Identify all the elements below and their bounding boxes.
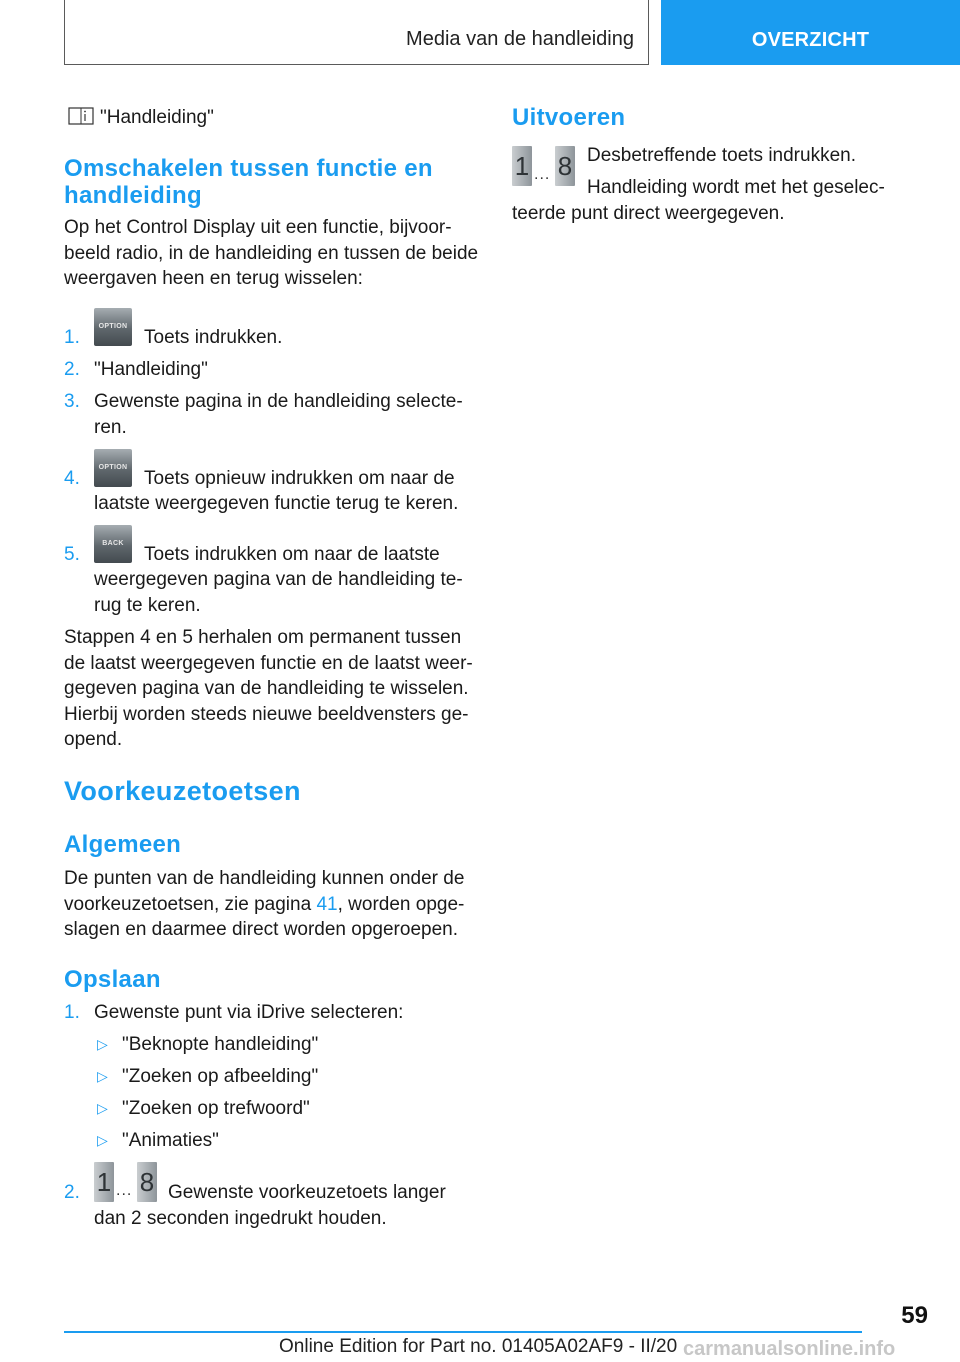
step-number: 2. (64, 1182, 80, 1203)
digit-label: 1 (96, 1167, 112, 1197)
step-line: ren. (94, 416, 127, 438)
digit-label: 1 (514, 151, 530, 181)
key-label: OPTION (98, 323, 128, 330)
step-text (94, 567, 463, 618)
ellipsis: ... (116, 1182, 133, 1199)
ellipsis: ... (534, 166, 551, 183)
heading-general: Algemeen (64, 831, 182, 858)
watermark: carmanualsonline.info (683, 1338, 896, 1360)
key-label: BACK (102, 540, 124, 547)
heading-presets: Voorkeuzetoetsen (64, 776, 301, 806)
bullet-marker: ▷ (97, 1068, 108, 1084)
step-number: 1. (64, 1002, 80, 1023)
outro-line: opend. (64, 729, 123, 750)
bullet-marker: ▷ (97, 1036, 108, 1052)
step-text: "Handleiding" (94, 359, 208, 380)
back-key-icon (94, 525, 132, 563)
preset-key-8-icon (555, 146, 575, 186)
footer-rule (64, 1331, 862, 1333)
step-line: weergegeven pagina van de handleiding te- (94, 569, 463, 590)
general-paragraph (64, 866, 464, 943)
step-text: Gewenste punt via iDrive selecteren: (94, 1002, 404, 1023)
heading-save: Opslaan (64, 966, 161, 993)
outro-paragraph (64, 625, 473, 753)
heading-switch-line2: handleiding (64, 182, 202, 209)
bullet-item: "Zoeken op trefwoord" (122, 1098, 310, 1119)
step-text: Toets indrukken. (144, 327, 283, 348)
page-number: 59 (901, 1302, 928, 1329)
step-text: Gewenste voorkeuzetoets langer (168, 1182, 446, 1203)
heading-switch-line1: Omschakelen tussen functie en (64, 155, 433, 182)
step-line: rug te keren. (94, 594, 201, 616)
digit-label: 8 (139, 1167, 155, 1197)
option-key-icon (94, 449, 132, 487)
page-link[interactable]: 41 (316, 893, 338, 915)
bullet-item: "Animaties" (122, 1130, 219, 1151)
execute-line: Desbetreffende toets indrukken. (587, 145, 856, 166)
outro-line: gegeven pagina van de handleiding te wisselen. (64, 678, 469, 699)
execute-line: Handleiding wordt met het geselec- (587, 177, 885, 198)
heading-execute: Uitvoeren (512, 104, 626, 131)
step-number: 2. (64, 359, 80, 380)
option-key-icon (94, 308, 132, 346)
step-text: dan 2 seconden ingedrukt houden. (94, 1208, 387, 1229)
intro-line: beeld radio, in de handleiding en tussen de beide (64, 242, 479, 264)
step-text: Toets opnieuw indrukken om naar de (144, 468, 455, 489)
intro-line: weergaven heen en terug wisselen: (64, 268, 363, 289)
bullet-marker: ▷ (97, 1100, 108, 1116)
step-number: 3. (64, 391, 80, 412)
outro-line: Hierbij worden steeds nieuwe beeldvensters ge- (64, 703, 469, 725)
step-number: 4. (64, 468, 80, 489)
overview-button-label: OVERZICHT (751, 29, 870, 51)
intro-line: Op het Control Display uit een functie, bijvoor- (64, 217, 452, 238)
manual-icon (68, 107, 94, 125)
bullet-item: "Zoeken op afbeelding" (122, 1066, 319, 1087)
outro-line: de laatst weergegeven functie en de laatst weer- (64, 652, 473, 674)
overview-button[interactable] (661, 0, 960, 65)
heading-switch (64, 155, 433, 209)
general-line: slagen en daarmee direct worden opgeroepen. (64, 919, 458, 940)
general-text: , worden opge- (337, 893, 465, 915)
preset-key-1-icon (512, 146, 532, 186)
bullet-marker: ▷ (97, 1132, 108, 1148)
intro-paragraph (64, 215, 478, 292)
step-text (94, 389, 463, 440)
section-tab-label: Media van de handleiding (406, 28, 634, 50)
step-number: 1. (64, 327, 80, 348)
edition-text: Online Edition for Part no. 01405A02AF9 - II/20 (279, 1336, 678, 1357)
step-text: laatste weergegeven functie terug te keren. (94, 493, 459, 514)
outro-line: Stappen 4 en 5 herhalen om permanent tussen (64, 627, 462, 648)
preset-key-8-icon (137, 1162, 157, 1202)
general-line (64, 892, 464, 918)
general-text: voorkeuzetoetsen, zie pagina (64, 893, 317, 915)
menu-path: "Handleiding" (100, 107, 214, 128)
section-tab (64, 0, 649, 65)
step-text: Toets indrukken om naar de laatste (144, 544, 440, 565)
key-label: OPTION (98, 464, 128, 471)
step-line: Gewenste pagina in de handleiding selecte- (94, 391, 463, 412)
general-line: De punten van de handleiding kunnen onder de (64, 868, 465, 889)
step-number: 5. (64, 544, 80, 565)
preset-key-1-icon (94, 1162, 114, 1202)
execute-line: teerde punt direct weergegeven. (512, 203, 785, 224)
digit-label: 8 (557, 151, 573, 181)
bullet-item: "Beknopte handleiding" (122, 1034, 319, 1055)
